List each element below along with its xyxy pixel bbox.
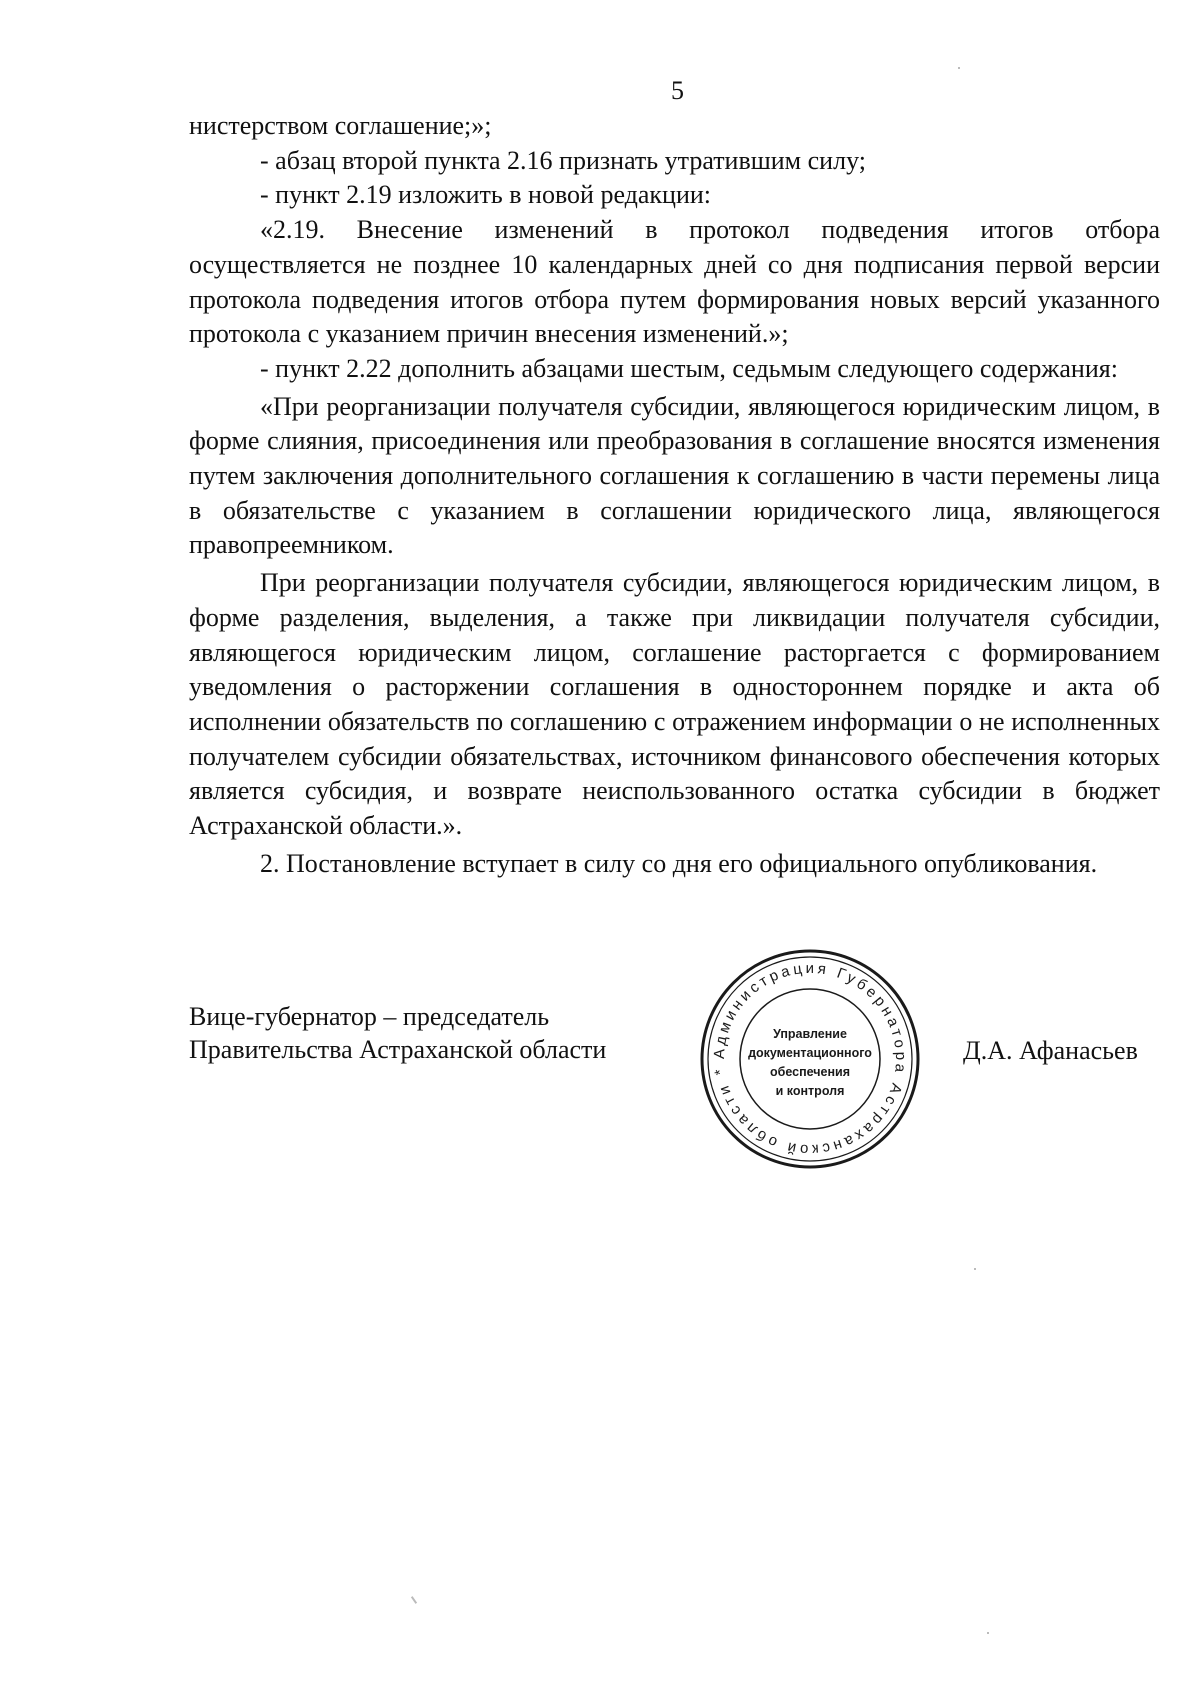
stamp-center-line-3: обеспечения <box>769 1065 851 1079</box>
scan-speck <box>958 67 960 69</box>
paragraph-effective-date: 2. Постановление вступает в силу со дня его официального опубликования. <box>260 848 1098 878</box>
scan-speck <box>974 1268 976 1270</box>
scan-speck <box>987 1632 989 1634</box>
official-seal-stamp <box>697 946 923 1172</box>
signatory-position <box>189 1000 606 1066</box>
signatory-name: Д.А. Афанасьев <box>963 1036 1138 1065</box>
paragraph-amendment-2-19-intro: - пункт 2.19 изложить в новой редакции: <box>260 180 712 210</box>
paragraph-amendment-2-22-intro: - пункт 2.22 дополнить абзацами шестым, седьмым следующего содержания: <box>260 353 1118 383</box>
paragraph-reorganization-merger: «При реорганизации получателя субсидии, являющегося юридическим лицом, в форме слияния, присоединения или преобразования в соглашение вносятся изменения путем заключения дополнительного соглашения к соглашению в части перемены лица в обязательстве с указанием в соглашении юридического лица, являющегося правопреемником. <box>189 391 1160 560</box>
stamp-center-line-1: Управление <box>773 1027 847 1041</box>
paragraph-amendment-2-16: - абзац второй пункта 2.16 признать утратившим силу; <box>260 145 866 175</box>
signatory-position-line-1: Вице-губернатор – председатель <box>189 1002 550 1031</box>
scan-speck <box>411 1596 417 1604</box>
stamp-center-line-2: документационного <box>748 1046 872 1060</box>
page-number: 5 <box>671 76 684 105</box>
signatory-position-line-2: Правительства Астраханской области <box>189 1035 607 1064</box>
paragraph-clause-2-19: «2.19. Внесение изменений в протокол подведения итогов отбора осуществляется не позднее 10 календарных дней со дня подписания первой версии протокола подведения итогов отбора путем формирования новых версий указанного протокола с указанием причин внесения изменений.»; <box>189 215 1160 349</box>
paragraph-continuation: нистерством соглашение;»; <box>189 111 492 140</box>
document-body <box>189 109 1160 881</box>
stamp-center-line-4: и контроля <box>775 1084 845 1098</box>
paragraph-reorganization-division: При реорганизации получателя субсидии, являющегося юридическим лицом, в форме разделения, выделения, а также при ликвидации получателя субсидии, являющегося юридическим лицом, соглашение расторгается с формированием уведомления о расторжении соглашения в одностороннем порядке и акта об исполнении обязательств по соглашению с отражением информации о не исполненных получателем субсидии обязательствах, источником финансового обеспечения которых является субсидия, и возврате неиспользованного остатка субсидии в бюджет Астраханской области.». <box>189 568 1160 841</box>
stamp-ring-text: Администрация Губернатора Астраханской области * <box>710 959 910 1159</box>
